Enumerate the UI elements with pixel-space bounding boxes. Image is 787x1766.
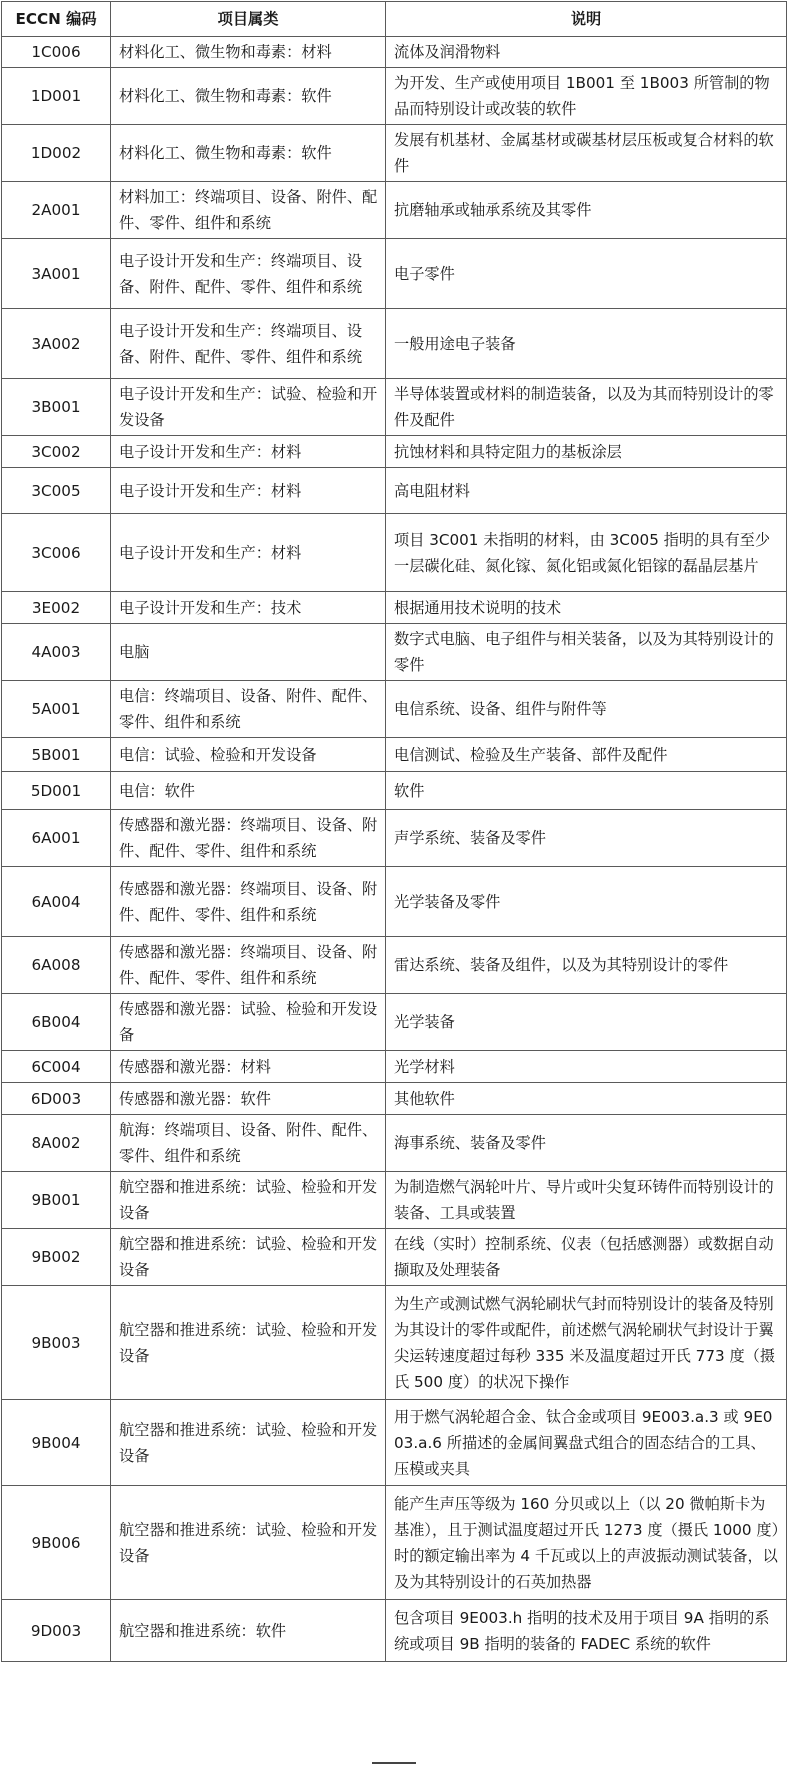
category-cell: 电子设计开发和生产：终端项目、设备、附件、配件、零件、组件和系统	[111, 309, 386, 379]
table-row	[2, 772, 787, 810]
category-cell: 航空器和推进系统：软件	[111, 1600, 386, 1662]
table-row	[2, 681, 787, 738]
category-cell: 电子设计开发和生产：试验、检验和开发设备	[111, 379, 386, 436]
table-row	[2, 379, 787, 436]
eccn-code-cell: 3A001	[2, 239, 111, 309]
category-cell: 电信：试验、检验和开发设备	[111, 738, 386, 772]
table-row	[2, 867, 787, 937]
table-row	[2, 810, 787, 867]
header-category: 项目属类	[111, 2, 386, 37]
description-cell: 高电阻材料	[386, 468, 787, 514]
table-header-row	[2, 2, 787, 37]
table-row	[2, 738, 787, 772]
category-cell: 传感器和激光器：终端项目、设备、附件、配件、零件、组件和系统	[111, 937, 386, 994]
category-cell: 电子设计开发和生产：技术	[111, 592, 386, 624]
page-bottom-mark	[372, 1762, 416, 1764]
eccn-code-cell: 5D001	[2, 772, 111, 810]
category-cell: 传感器和激光器：试验、检验和开发设备	[111, 994, 386, 1051]
category-cell: 材料化工、微生物和毒素：软件	[111, 68, 386, 125]
table-row	[2, 1051, 787, 1083]
category-cell: 航空器和推进系统：试验、检验和开发设备	[111, 1172, 386, 1229]
description-cell: 为开发、生产或使用项目 1B001 至 1B003 所管制的物品而特别设计或改装的软件	[386, 68, 787, 125]
eccn-code-cell: 6A001	[2, 810, 111, 867]
table-row	[2, 592, 787, 624]
description-cell: 光学装备及零件	[386, 867, 787, 937]
eccn-code-cell: 5A001	[2, 681, 111, 738]
eccn-code-cell: 8A002	[2, 1115, 111, 1172]
description-cell: 为生产或测试燃气涡轮刷状气封而特别设计的装备及特别为其设计的零件或配件，前述燃气涡轮刷状气封设计于翼尖运转速度超过每秒 335 米及温度超过开氏 773 度（摄氏 500 度）的状况下操作	[386, 1286, 787, 1400]
description-cell: 抗蚀材料和具特定阻力的基板涂层	[386, 436, 787, 468]
table-row	[2, 994, 787, 1051]
category-cell: 材料化工、微生物和毒素：材料	[111, 37, 386, 68]
eccn-code-cell: 3B001	[2, 379, 111, 436]
description-cell: 海事系统、装备及零件	[386, 1115, 787, 1172]
eccn-code-cell: 6D003	[2, 1083, 111, 1115]
table-row	[2, 1400, 787, 1486]
category-cell: 电信：软件	[111, 772, 386, 810]
table-row	[2, 239, 787, 309]
table-row	[2, 1600, 787, 1662]
description-cell: 电子零件	[386, 239, 787, 309]
description-cell: 流体及润滑物料	[386, 37, 787, 68]
category-cell: 电子设计开发和生产：终端项目、设备、附件、配件、零件、组件和系统	[111, 239, 386, 309]
eccn-code-cell: 6A008	[2, 937, 111, 994]
description-cell: 抗磨轴承或轴承系统及其零件	[386, 182, 787, 239]
description-cell: 光学材料	[386, 1051, 787, 1083]
description-cell: 雷达系统、装备及组件，以及为其特别设计的零件	[386, 937, 787, 994]
category-cell: 传感器和激光器：终端项目、设备、附件、配件、零件、组件和系统	[111, 867, 386, 937]
eccn-code-cell: 4A003	[2, 624, 111, 681]
table-row	[2, 68, 787, 125]
table-row	[2, 1172, 787, 1229]
table-row	[2, 436, 787, 468]
description-cell: 其他软件	[386, 1083, 787, 1115]
category-cell: 电脑	[111, 624, 386, 681]
description-cell: 光学装备	[386, 994, 787, 1051]
eccn-code-cell: 9D003	[2, 1600, 111, 1662]
category-cell: 材料加工：终端项目、设备、附件、配件、零件、组件和系统	[111, 182, 386, 239]
eccn-code-cell: 6A004	[2, 867, 111, 937]
description-cell: 电信系统、设备、组件与附件等	[386, 681, 787, 738]
category-cell: 电信：终端项目、设备、附件、配件、零件、组件和系统	[111, 681, 386, 738]
eccn-code-cell: 1D002	[2, 125, 111, 182]
table-row	[2, 1083, 787, 1115]
eccn-code-cell: 6B004	[2, 994, 111, 1051]
eccn-code-cell: 2A001	[2, 182, 111, 239]
description-cell: 发展有机基材、金属基材或碳基材层压板或复合材料的软件	[386, 125, 787, 182]
eccn-code-cell: 3E002	[2, 592, 111, 624]
category-cell: 航海：终端项目、设备、附件、配件、零件、组件和系统	[111, 1115, 386, 1172]
table-row	[2, 37, 787, 68]
description-cell: 声学系统、装备及零件	[386, 810, 787, 867]
category-cell: 传感器和激光器：软件	[111, 1083, 386, 1115]
table-row	[2, 514, 787, 592]
category-cell: 电子设计开发和生产：材料	[111, 436, 386, 468]
eccn-code-cell: 1D001	[2, 68, 111, 125]
eccn-code-cell: 3C005	[2, 468, 111, 514]
eccn-code-cell: 3C006	[2, 514, 111, 592]
eccn-code-cell: 9B001	[2, 1172, 111, 1229]
header-description: 说明	[386, 2, 787, 37]
description-cell: 数字式电脑、电子组件与相关装备，以及为其特别设计的零件	[386, 624, 787, 681]
table-row	[2, 937, 787, 994]
eccn-code-cell: 9B002	[2, 1229, 111, 1286]
description-cell: 半导体装置或材料的制造装备，以及为其而特别设计的零件及配件	[386, 379, 787, 436]
table-row	[2, 1229, 787, 1286]
description-cell: 在线（实时）控制系统、仪表（包括感测器）或数据自动撷取及处理装备	[386, 1229, 787, 1286]
category-cell: 航空器和推进系统：试验、检验和开发设备	[111, 1286, 386, 1400]
table-row	[2, 1486, 787, 1600]
table-row	[2, 125, 787, 182]
category-cell: 航空器和推进系统：试验、检验和开发设备	[111, 1229, 386, 1286]
category-cell: 传感器和激光器：材料	[111, 1051, 386, 1083]
description-cell: 根据通用技术说明的技术	[386, 592, 787, 624]
table-row	[2, 1286, 787, 1400]
description-cell: 电信测试、检验及生产装备、部件及配件	[386, 738, 787, 772]
eccn-code-cell: 3A002	[2, 309, 111, 379]
description-cell: 项目 3C001 未指明的材料，由 3C005 指明的具有至少一层碳化硅、氮化镓、氮化铝或氮化铝镓的磊晶层基片	[386, 514, 787, 592]
eccn-code-cell: 9B006	[2, 1486, 111, 1600]
category-cell: 材料化工、微生物和毒素：软件	[111, 125, 386, 182]
category-cell: 航空器和推进系统：试验、检验和开发设备	[111, 1486, 386, 1600]
eccn-code-cell: 9B004	[2, 1400, 111, 1486]
category-cell: 航空器和推进系统：试验、检验和开发设备	[111, 1400, 386, 1486]
category-cell: 电子设计开发和生产：材料	[111, 514, 386, 592]
description-cell: 能产生声压等级为 160 分贝或以上（以 20 微帕斯卡为基准），且于测试温度超过开氏 1273 度（摄氏 1000 度）时的额定输出率为 4 千瓦或以上的声波振动测试装备，以及为其特别设计的石英加热器	[386, 1486, 787, 1600]
table-row	[2, 309, 787, 379]
eccn-code-cell: 3C002	[2, 436, 111, 468]
description-cell: 一般用途电子装备	[386, 309, 787, 379]
category-cell: 电子设计开发和生产：材料	[111, 468, 386, 514]
table-row	[2, 182, 787, 239]
eccn-code-cell: 1C006	[2, 37, 111, 68]
table-row	[2, 468, 787, 514]
eccn-code-cell: 5B001	[2, 738, 111, 772]
description-cell: 软件	[386, 772, 787, 810]
description-cell: 包含项目 9E003.h 指明的技术及用于项目 9A 指明的系统或项目 9B 指明的装备的 FADEC 系统的软件	[386, 1600, 787, 1662]
category-cell: 传感器和激光器：终端项目、设备、附件、配件、零件、组件和系统	[111, 810, 386, 867]
eccn-code-cell: 9B003	[2, 1286, 111, 1400]
eccn-table	[1, 1, 787, 1662]
description-cell: 用于燃气涡轮超合金、钛合金或项目 9E003.a.3 或 9E003.a.6 所描述的金属间翼盘式组合的固态结合的工具、压模或夹具	[386, 1400, 787, 1486]
header-eccn-code: ECCN 编码	[2, 2, 111, 37]
table-row	[2, 1115, 787, 1172]
description-cell: 为制造燃气涡轮叶片、导片或叶尖复环铸件而特别设计的装备、工具或装置	[386, 1172, 787, 1229]
eccn-code-cell: 6C004	[2, 1051, 111, 1083]
table-row	[2, 624, 787, 681]
